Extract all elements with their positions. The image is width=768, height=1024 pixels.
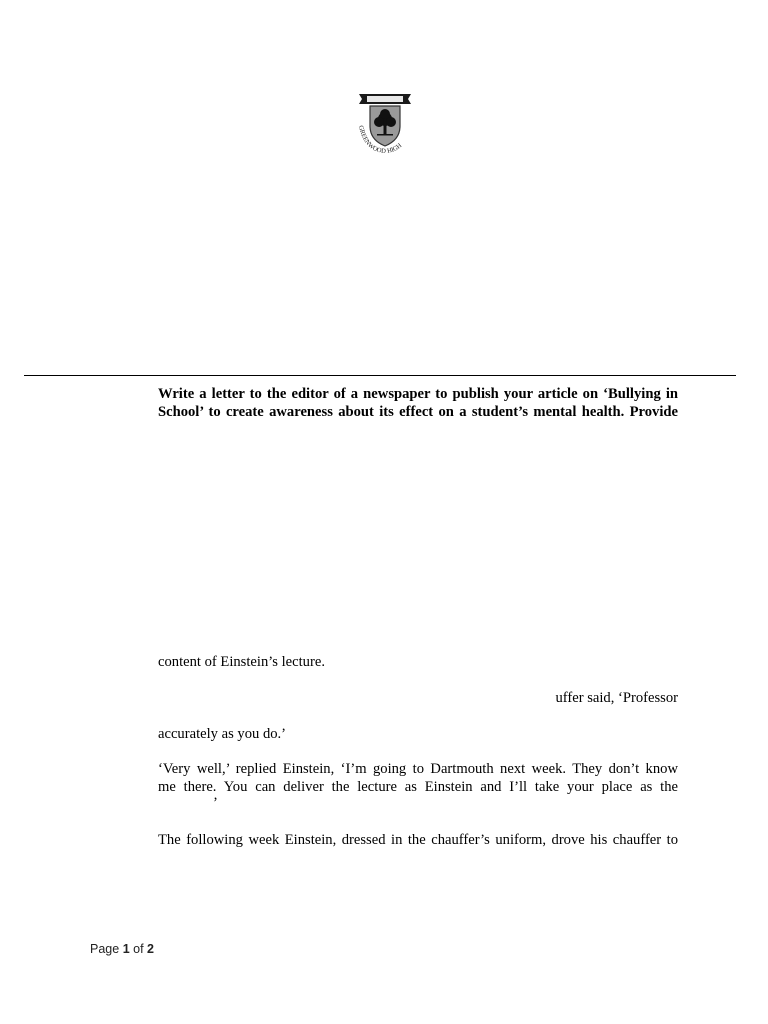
question-line-2: School’ to create awareness about its effect on a student’s mental health. Provide [158, 404, 678, 420]
passage-fragment-quote: ’ [213, 795, 218, 811]
passage-paragraph-4-line-1: ‘Very well,’ replied Einstein, ‘I’m going to Dartmouth next week. They don’t know [158, 761, 678, 777]
footer-of-word: of [133, 942, 144, 956]
footer-page-word: Page [90, 942, 120, 956]
crest-ring-text: GREENWOOD HIGH [356, 124, 404, 154]
passage-paragraph-1: content of Einstein’s lecture. [158, 654, 325, 670]
passage-fragment-2: uffer said, ‘Professor [555, 690, 678, 706]
school-crest-logo [354, 90, 416, 154]
passage-paragraph-5: The following week Einstein, dressed in the chauffer’s uniform, drove his chauffer to [158, 832, 678, 848]
passage-paragraph-4-line-2: me there. You can deliver the lecture as Einstein and I’ll take your place as the [158, 779, 678, 795]
passage-paragraph-4-line-3 [158, 794, 678, 812]
horizontal-divider [24, 375, 736, 376]
footer-total-pages: 2 [147, 942, 154, 956]
passage-paragraph-3: accurately as you do.’ [158, 726, 287, 742]
question-line-1: Write a letter to the editor of a newspaper to publish your article on ‘Bullying in [158, 386, 678, 402]
page-number-footer [90, 942, 154, 956]
footer-current-page: 1 [122, 942, 130, 956]
